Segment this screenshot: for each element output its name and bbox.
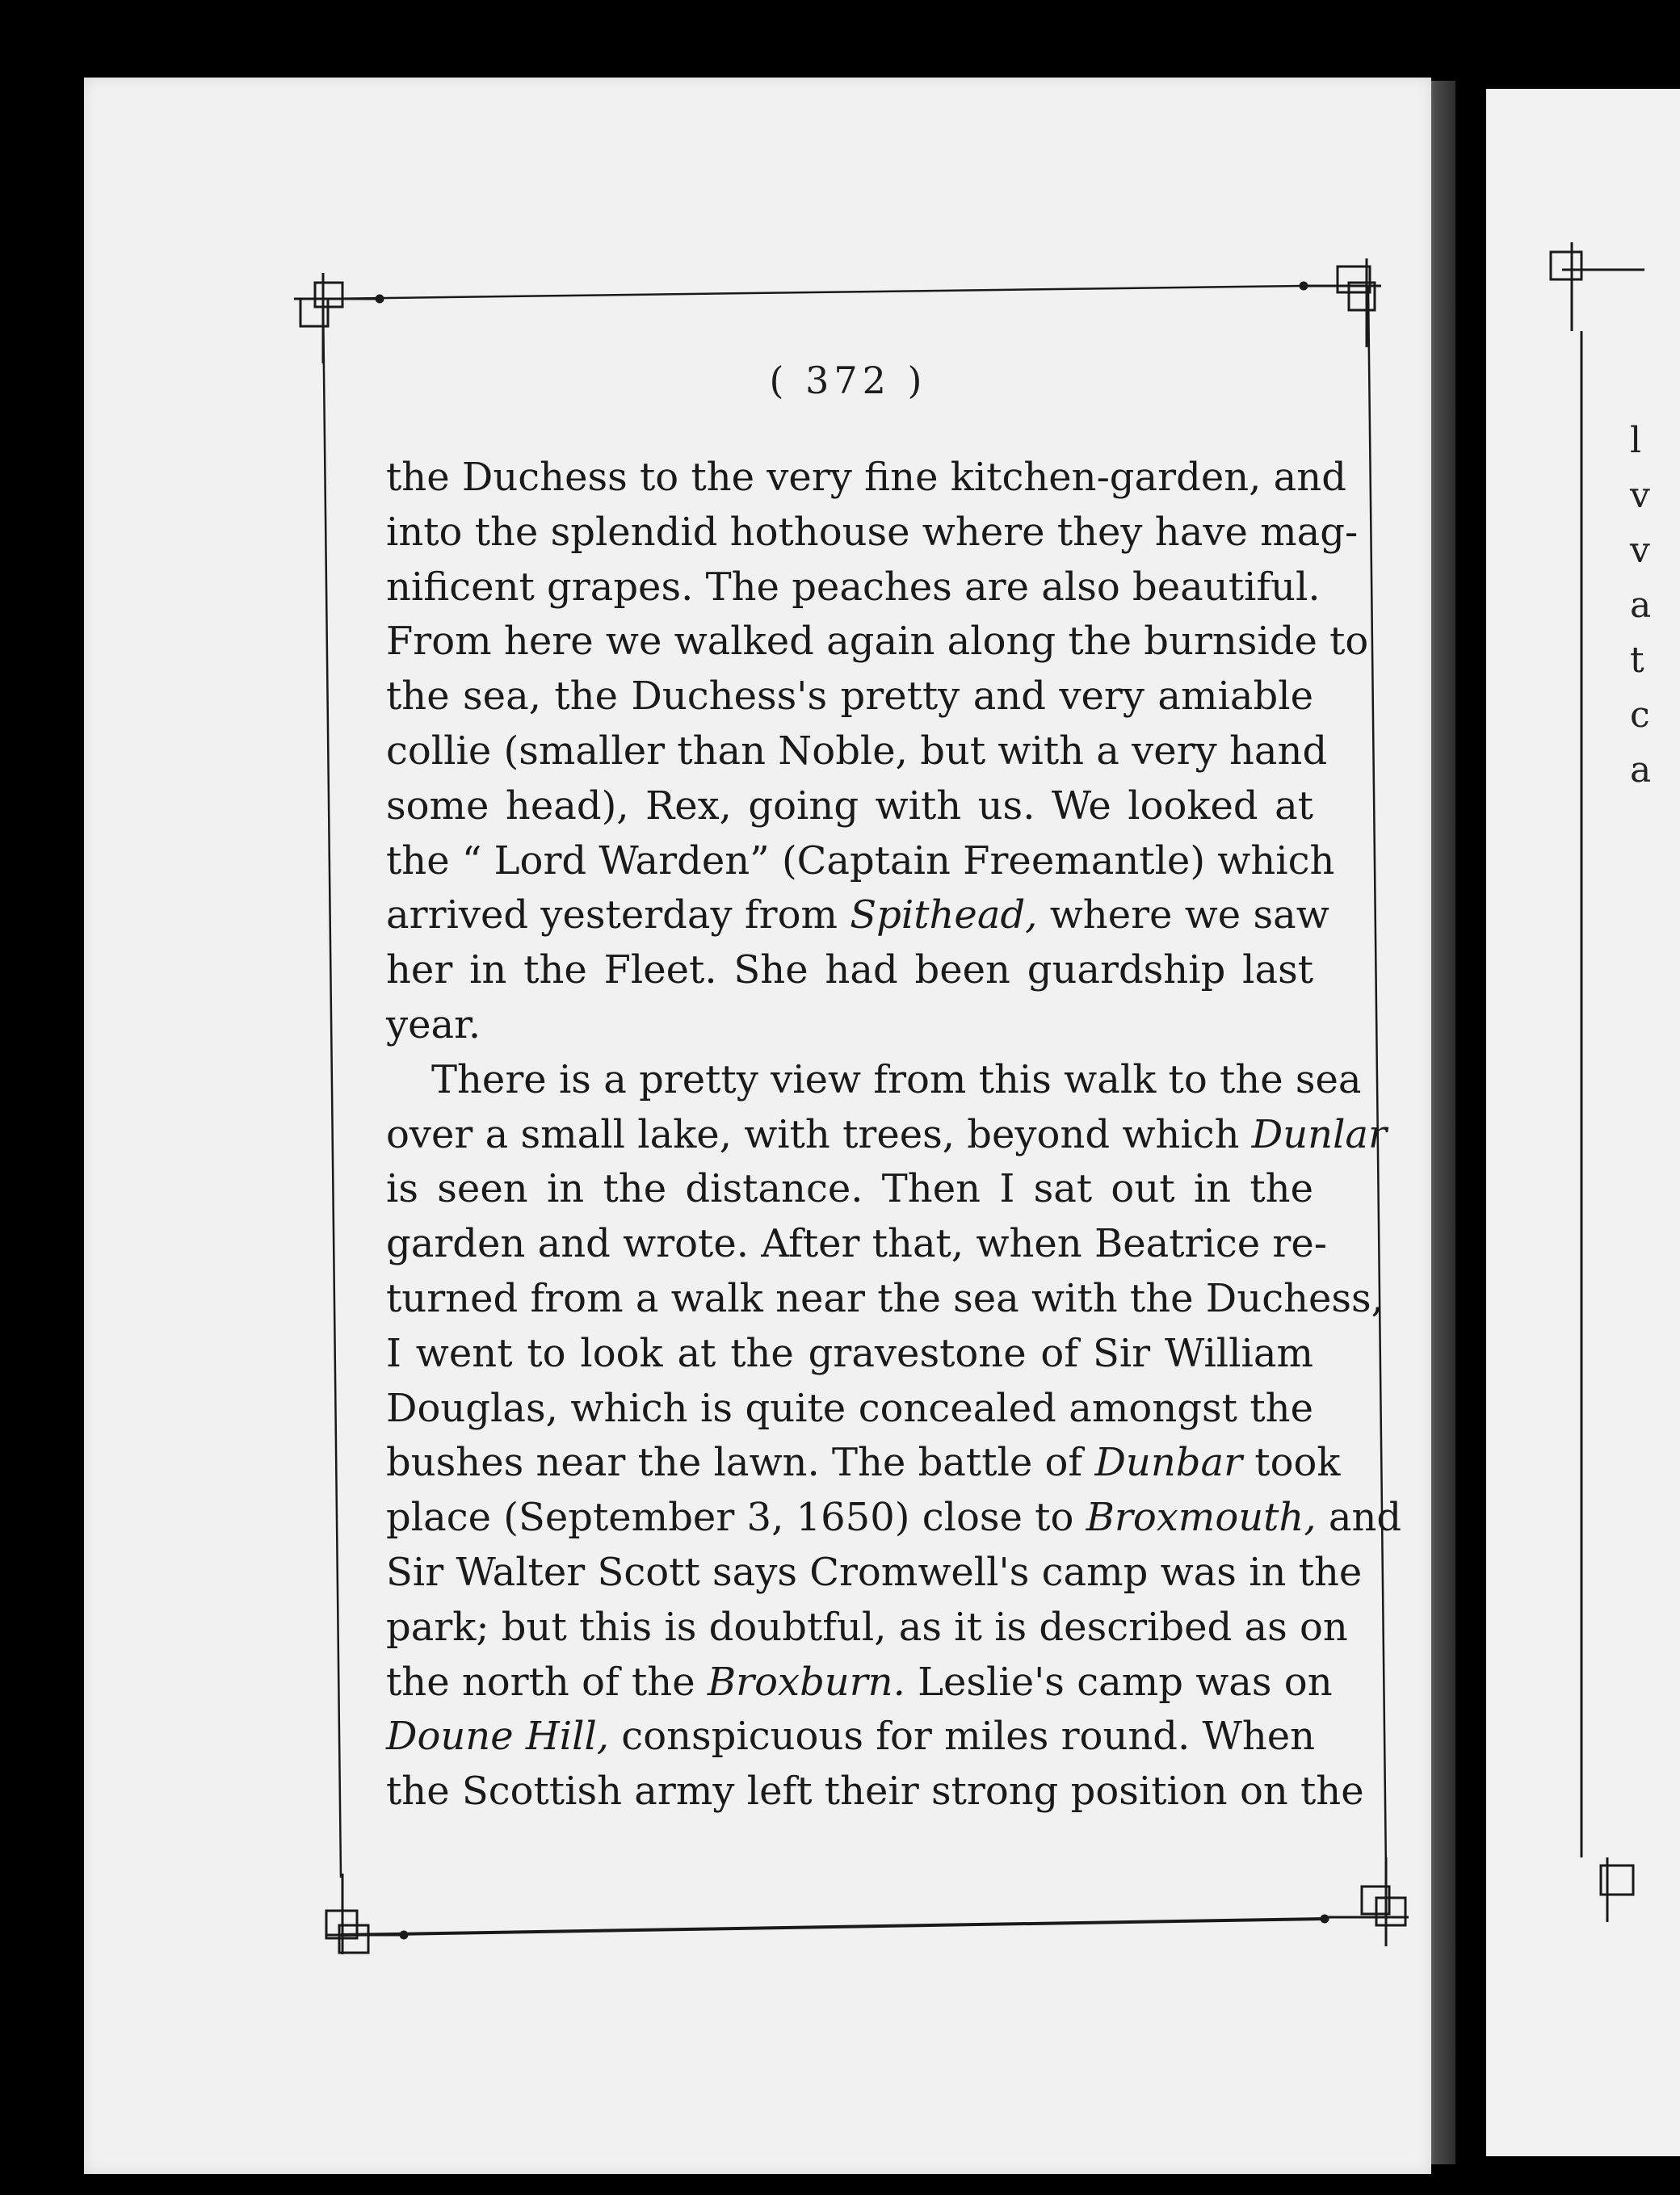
- text-line: I went to look at the gravestone of Sir William: [386, 1330, 1313, 1376]
- place-name-broxburn: Broxburn.: [707, 1659, 905, 1705]
- text-segment: arrived yesterday from: [386, 892, 850, 938]
- paragraph-start-line: There is a pretty view from this walk to the sea: [431, 1056, 1362, 1102]
- text-segment: where we saw: [1037, 892, 1329, 938]
- text-line: the Scottish army left their strong position on the: [386, 1769, 1364, 1815]
- text-line: into the splendid hothouse where they have mag-: [386, 509, 1359, 555]
- text-line: Sir Walter Scott says Cromwell's camp was in the: [386, 1549, 1363, 1595]
- text-line: [386, 1710, 1316, 1765]
- facing-page-letter: t: [1630, 640, 1644, 681]
- text-line: Douglas, which is quite concealed amongst the: [386, 1385, 1313, 1431]
- text-line: the Duchess to the very fine kitchen-garden, and: [386, 455, 1346, 500]
- place-name-doune-hill: Doune Hill,: [386, 1714, 610, 1760]
- text-line: is seen in the distance. Then I sat out in the: [386, 1166, 1313, 1212]
- text-line: [386, 1436, 1341, 1491]
- place-name-dunbar: Dunbar: [1094, 1440, 1243, 1486]
- text-line: [386, 1656, 1333, 1710]
- page-number: ( 372 ): [769, 359, 927, 402]
- text-line: some head), Rex, going with us. We looked at: [386, 783, 1313, 829]
- facing-page-letter: v: [1630, 475, 1650, 516]
- text-line: collie (smaller than Noble, but with a very hand: [386, 728, 1328, 774]
- text-segment: the north of the: [386, 1659, 708, 1705]
- text-line: year.: [386, 1001, 481, 1047]
- text-line: From here we walked again along the burnside to: [386, 619, 1369, 665]
- place-name-dunlar: Dunlar: [1251, 1111, 1387, 1157]
- text-segment: and: [1316, 1495, 1402, 1541]
- text-line: [386, 888, 1329, 943]
- facing-page-letter: c: [1630, 695, 1650, 736]
- text-line: garden and wrote. After that, when Beatrice re-: [386, 1221, 1327, 1267]
- text-line: [386, 1491, 1402, 1546]
- text-segment: Leslie's camp was on: [905, 1659, 1333, 1705]
- text-line: her in the Fleet. She had been guardship last: [386, 947, 1313, 993]
- text-segment: place (September 3, 1650) close to: [386, 1495, 1086, 1541]
- place-name-spithead: Spithead,: [850, 892, 1038, 938]
- place-name-broxmouth: Broxmouth,: [1086, 1495, 1317, 1541]
- text-segment: took: [1242, 1440, 1341, 1486]
- text-line: nificent grapes. The peaches are also beautiful.: [386, 564, 1321, 610]
- text-segment: conspicuous for miles round. When: [609, 1714, 1316, 1760]
- text-segment: over a small lake, with trees, beyond which: [386, 1111, 1252, 1157]
- facing-page-letter: v: [1630, 530, 1650, 571]
- text-segment: bushes near the lawn. The battle of: [386, 1440, 1095, 1486]
- text-line: park; but this is doubtful, as it is described as on: [386, 1604, 1348, 1650]
- facing-page-letter: l: [1630, 420, 1642, 461]
- text-line: the sea, the Duchess's pretty and very amiable: [386, 674, 1313, 720]
- text-line: the “ Lord Warden” (Captain Freemantle) which: [386, 837, 1335, 883]
- facing-page-letter: a: [1630, 585, 1652, 626]
- body-text: [386, 451, 1402, 1819]
- text-line: [386, 1108, 1387, 1163]
- text-line: turned from a walk near the sea with the Duchess,: [386, 1275, 1384, 1321]
- facing-page-letter: a: [1630, 749, 1652, 791]
